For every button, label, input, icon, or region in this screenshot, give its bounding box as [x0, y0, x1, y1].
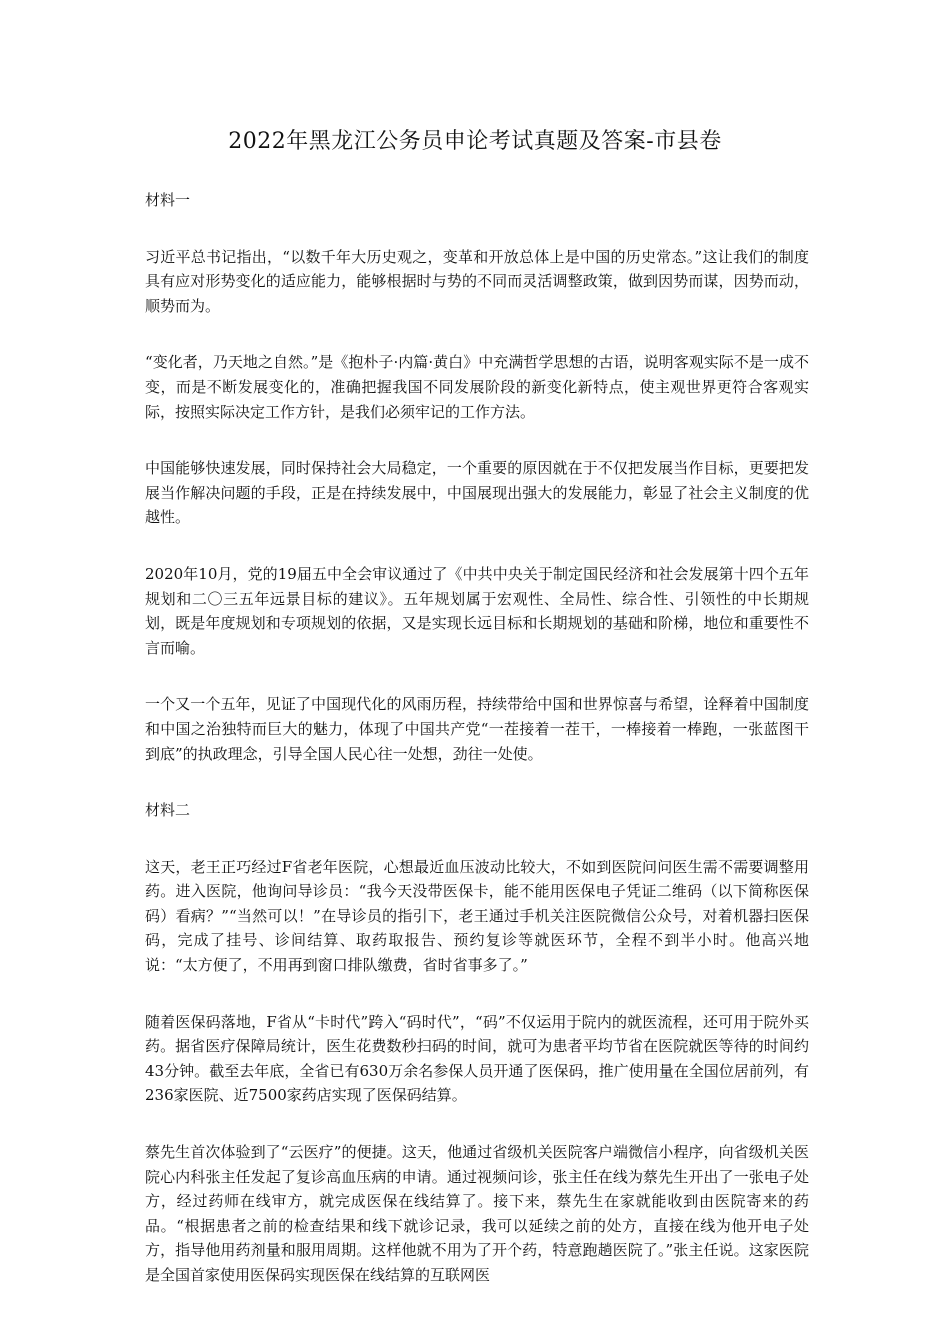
- paragraph: 这天，老王正巧经过F省老年医院，心想最近血压波动比较大，不如到医院问问医生需不需要调整用药。进入医院，他询问导诊员：“我今天没带医保卡，能不能用医保电子凭证二维码（以下简称医保码）看病？”“当然可以！”在导诊员的指引下，老王通过手机关注医院微信公众号，对着机器扫医保码，完成了挂号、诊间结算、取药取报告、预约复诊等就医环节，全程不到半小时。他高兴地说：“太方便了，不用再到窗口排队缴费，省时省事多了。”: [145, 857, 809, 975]
- section-material-one: [145, 188, 809, 766]
- paragraph: 随着医保码落地，F省从“卡时代”跨入“码时代”，“码”不仅运用于院内的就医流程，还可用于院外买药。据省医疗保障局统计，医生花费数秒扫码的时间，就可为患者平均节省在医院就医等待的时间约43分钟。截至去年底，全省已有630万余名参保人员开通了医保码，推广使用量在全国位居前列，有236家医院、近7500家药店实现了医保码结算。: [145, 1012, 809, 1105]
- paragraph: 习近平总书记指出，“以数千年大历史观之，变革和开放总体上是中国的历史常态。”这让我们的制度具有应对形势变化的适应能力，能够根据时与势的不同而灵活调整政策，做到因势而谋，因势而动，顺势而为。: [145, 247, 809, 315]
- paragraph: 2020年10月，党的19届五中全会审议通过了《中共中央关于制定国民经济和社会发展第十四个五年规划和二〇三五年远景目标的建议》。五年规划属于宏观性、全局性、综合性、引领性的中长期规划，既是年度规划和专项规划的依据，又是实现长远目标和长期规划的基础和阶梯，地位和重要性不言而喻。: [145, 564, 809, 657]
- section-heading: 材料一: [145, 191, 191, 209]
- paragraph: 中国能够快速发展，同时保持社会大局稳定，一个重要的原因就在于不仅把发展当作目标，更要把发展当作解决问题的手段，正是在持续发展中，中国展现出强大的发展能力，彰显了社会主义制度的优越性。: [145, 459, 809, 527]
- document-title: 2022年黑龙江公务员申论考试真题及答案-市县卷: [228, 129, 722, 154]
- section-heading: 材料二: [145, 801, 191, 820]
- paragraph: “变化者，乃天地之自然。”是《抱朴子·内篇·黄白》中充满哲学思想的古语，说明客观实际不是一成不变，而是不断发展变化的，准确把握我国不同发展阶段的新变化新特点，使主观世界更符合客观实际，按照实际决定工作方针，是我们必须牢记的工作方法。: [145, 353, 809, 421]
- section-material-two: [145, 798, 809, 1288]
- paragraph: 蔡先生首次体验到了“云医疗”的便捷。这天，他通过省级机关医院客户端微信小程序，向省级机关医院心内科张主任发起了复诊高血压病的申请。通过视频问诊，张主任在线为蔡先生开出了一张电子处方，经过药师在线审方，就完成医保在线结算了。接下来，蔡先生在家就能收到由医院寄来的药品。“根据患者之前的检查结果和线下就诊记录，我可以延续之前的处方，直接在线为他开电子处方，指导他用药剂量和服用周期。这样他就不用为了开个药，特意跑趟医院了。”张主任说。这家医院是全国首家使用医保码实现医保在线结算的互联网医: [145, 1143, 809, 1284]
- document-body: [145, 188, 809, 1320]
- paragraph: 一个又一个五年，见证了中国现代化的风雨历程，持续带给中国和世界惊喜与希望，诠释着中国制度和中国之治独特而巨大的魅力，体现了中国共产党“一茬接着一茬干，一棒接着一棒跑，一张蓝图干到底”的执政理念，引导全国人民心往一处想，劲往一处使。: [145, 695, 809, 763]
